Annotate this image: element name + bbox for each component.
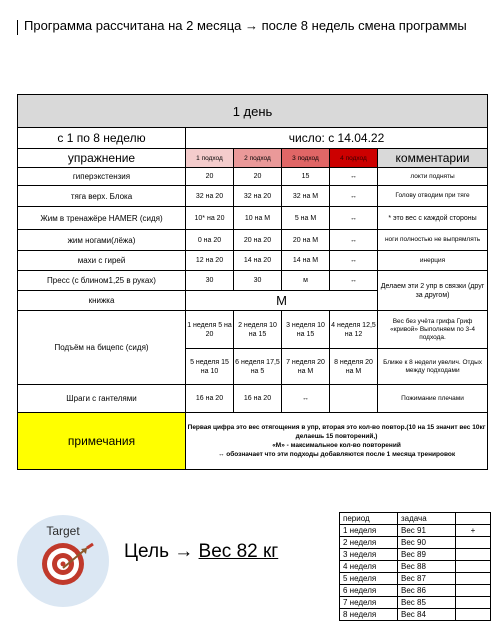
header-row	[18, 149, 488, 168]
notes-cell	[186, 413, 488, 470]
approach-cell: ↔	[330, 230, 378, 251]
comment-cell: ноги полностью не выпрямлять	[378, 230, 488, 251]
schedule-task: Вес 90	[398, 537, 456, 549]
comment-cell: Голову отводим при тяге	[378, 186, 488, 207]
schedule-row	[340, 549, 491, 561]
schedule-period: 3 неделя	[340, 549, 398, 561]
approach-cell: 0 на 20	[186, 230, 234, 251]
approach-cell: ↔	[330, 186, 378, 207]
exercise-name: гиперэкстензия	[18, 168, 186, 186]
goal-prefix: Цель →	[124, 541, 194, 562]
approach-cell: 12 на 20	[186, 251, 234, 271]
table-row	[18, 385, 488, 413]
exercise-name: жим ногами(лёжа)	[18, 230, 186, 251]
schedule-check: +	[456, 525, 491, 537]
comment-cell: Пожимание плечами	[378, 385, 488, 413]
schedule-table	[339, 512, 491, 621]
day-row	[18, 95, 488, 128]
approach-cell: 20	[186, 168, 234, 186]
schedule-row	[340, 585, 491, 597]
approach-cell: 15	[282, 168, 330, 186]
schedule-task: Вес 89	[398, 549, 456, 561]
col-approach-1: 1 подход	[186, 149, 234, 168]
schedule-period: 5 неделя	[340, 573, 398, 585]
schedule-check	[456, 549, 491, 561]
schedule-row	[340, 537, 491, 549]
table-row	[18, 207, 488, 230]
date-label: число: с 14.04.22	[186, 128, 488, 149]
header-note: Программа рассчитана на 2 месяца → после 8 недель смена программы	[24, 18, 467, 33]
schedule-check	[456, 573, 491, 585]
schedule-check	[456, 537, 491, 549]
text-cursor	[17, 20, 18, 35]
schedule-task: Вес 88	[398, 561, 456, 573]
schedule-period: 2 неделя	[340, 537, 398, 549]
approach-cell: 16 на 20	[234, 385, 282, 413]
schedule-check	[456, 597, 491, 609]
schedule-task: Вес 91	[398, 525, 456, 537]
weeks-label: с 1 по 8 неделю	[18, 128, 186, 149]
approach-cell: 8 неделя 20 на М	[330, 349, 378, 385]
col-approach-4: 4 подход	[330, 149, 378, 168]
approach-cell: 32 на М	[282, 186, 330, 207]
schedule-col-period: период	[340, 513, 398, 525]
notes-line: «М» - максимальное кол-во повторений	[272, 442, 401, 449]
schedule-period: 1 неделя	[340, 525, 398, 537]
approach-cell: ↔	[330, 251, 378, 271]
goal-text	[124, 541, 278, 563]
target-label: Target	[46, 524, 80, 538]
approach-cell: 10* на 20	[186, 207, 234, 230]
comment-cell: Делаем эти 2 упр в связки (друг за другом)	[378, 271, 488, 311]
table-row	[18, 251, 488, 271]
exercise-name: книжка	[18, 291, 186, 311]
approach-cell: 32 на 20	[186, 186, 234, 207]
approach-cell: 7 неделя 20 на М	[282, 349, 330, 385]
schedule-header	[340, 513, 491, 525]
comment-cell: инерция	[378, 251, 488, 271]
target-badge	[17, 515, 109, 607]
schedule-col-task: задача	[398, 513, 456, 525]
schedule-task: Вес 85	[398, 597, 456, 609]
notes-line: ↔ обозначает что эти подходы добавляются после 1 месяца тренировок	[217, 451, 456, 458]
approach-cell: 5 на М	[282, 207, 330, 230]
schedule-check	[456, 585, 491, 597]
table-row	[18, 186, 488, 207]
approach-cell: 20	[234, 168, 282, 186]
approach-cell: м	[282, 271, 330, 291]
goal-value: Вес 82 кг	[198, 541, 279, 562]
approach-cell: 14 на М	[282, 251, 330, 271]
schedule-row	[340, 609, 491, 621]
approach-cell: 2 неделя 10 на 15	[234, 311, 282, 349]
approach-cell: ↔	[282, 385, 330, 413]
workout-table	[17, 94, 488, 470]
table-row	[18, 230, 488, 251]
col-exercise: упражнение	[18, 149, 186, 168]
exercise-name: Жим в тренажёре HAMER (сидя)	[18, 207, 186, 230]
schedule-task: Вес 87	[398, 573, 456, 585]
notes-line: Первая цифра это вес отягощения в упр, вторая это кол-во повтор.(10 на 15 значит вес 10кг делаешь 15 повторений,)	[187, 424, 486, 440]
approach-cell: 20 на М	[282, 230, 330, 251]
approach-cell: 5 неделя 15 на 10	[186, 349, 234, 385]
merged-max-cell: М	[186, 291, 378, 311]
notes-title: примечания	[18, 413, 186, 470]
arrow-icon	[57, 542, 95, 572]
approach-cell: 30	[234, 271, 282, 291]
exercise-name: Шраги с гантелями	[18, 385, 186, 413]
approach-cell: 30	[186, 271, 234, 291]
col-comments: комментарии	[378, 149, 488, 168]
schedule-row	[340, 573, 491, 585]
approach-cell: 14 на 20	[234, 251, 282, 271]
schedule-task: Вес 84	[398, 609, 456, 621]
approach-cell: 1 неделя 5 на 20	[186, 311, 234, 349]
approach-cell: 6 неделя 17,5 на 5	[234, 349, 282, 385]
approach-cell	[330, 385, 378, 413]
weeks-row	[18, 128, 488, 149]
comment-cell: * это вес с каждой стороны	[378, 207, 488, 230]
schedule-task: Вес 86	[398, 585, 456, 597]
approach-cell: ↔	[330, 207, 378, 230]
approach-cell: ↔	[330, 271, 378, 291]
approach-cell: 16 на 20	[186, 385, 234, 413]
table-row	[18, 311, 488, 349]
comment-cell: Ближе к 8 недели увелич. Отдых между подходами	[378, 349, 488, 385]
col-approach-2: 2 подход	[234, 149, 282, 168]
approach-cell: 10 на М	[234, 207, 282, 230]
approach-cell: 32 на 20	[234, 186, 282, 207]
schedule-period: 7 неделя	[340, 597, 398, 609]
schedule-row	[340, 597, 491, 609]
approach-cell: 20 на 20	[234, 230, 282, 251]
comment-cell: локти подняты	[378, 168, 488, 186]
day-title: 1 день	[18, 95, 488, 128]
schedule-period: 8 неделя	[340, 609, 398, 621]
approach-cell: 4 неделя 12,5 на 12	[330, 311, 378, 349]
schedule-period: 4 неделя	[340, 561, 398, 573]
comment-cell: Вес без учёта грифа Гриф «кривой» Выполняем по 3-4 подхода.	[378, 311, 488, 349]
notes-row	[18, 413, 488, 470]
schedule-period: 6 неделя	[340, 585, 398, 597]
schedule-row	[340, 561, 491, 573]
col-approach-3: 3 подход	[282, 149, 330, 168]
table-row	[18, 168, 488, 186]
schedule-check	[456, 561, 491, 573]
approach-cell: ↔	[330, 168, 378, 186]
exercise-name: тяга верх. Блока	[18, 186, 186, 207]
exercise-name: махи с гирей	[18, 251, 186, 271]
schedule-check	[456, 609, 491, 621]
exercise-name: Подъём на бицепс (сидя)	[18, 311, 186, 385]
table-row	[18, 271, 488, 291]
approach-cell: 3 неделя 10 на 15	[282, 311, 330, 349]
schedule-row	[340, 525, 491, 537]
schedule-col-check	[456, 513, 491, 525]
exercise-name: Пресс (с блином1,25 в руках)	[18, 271, 186, 291]
